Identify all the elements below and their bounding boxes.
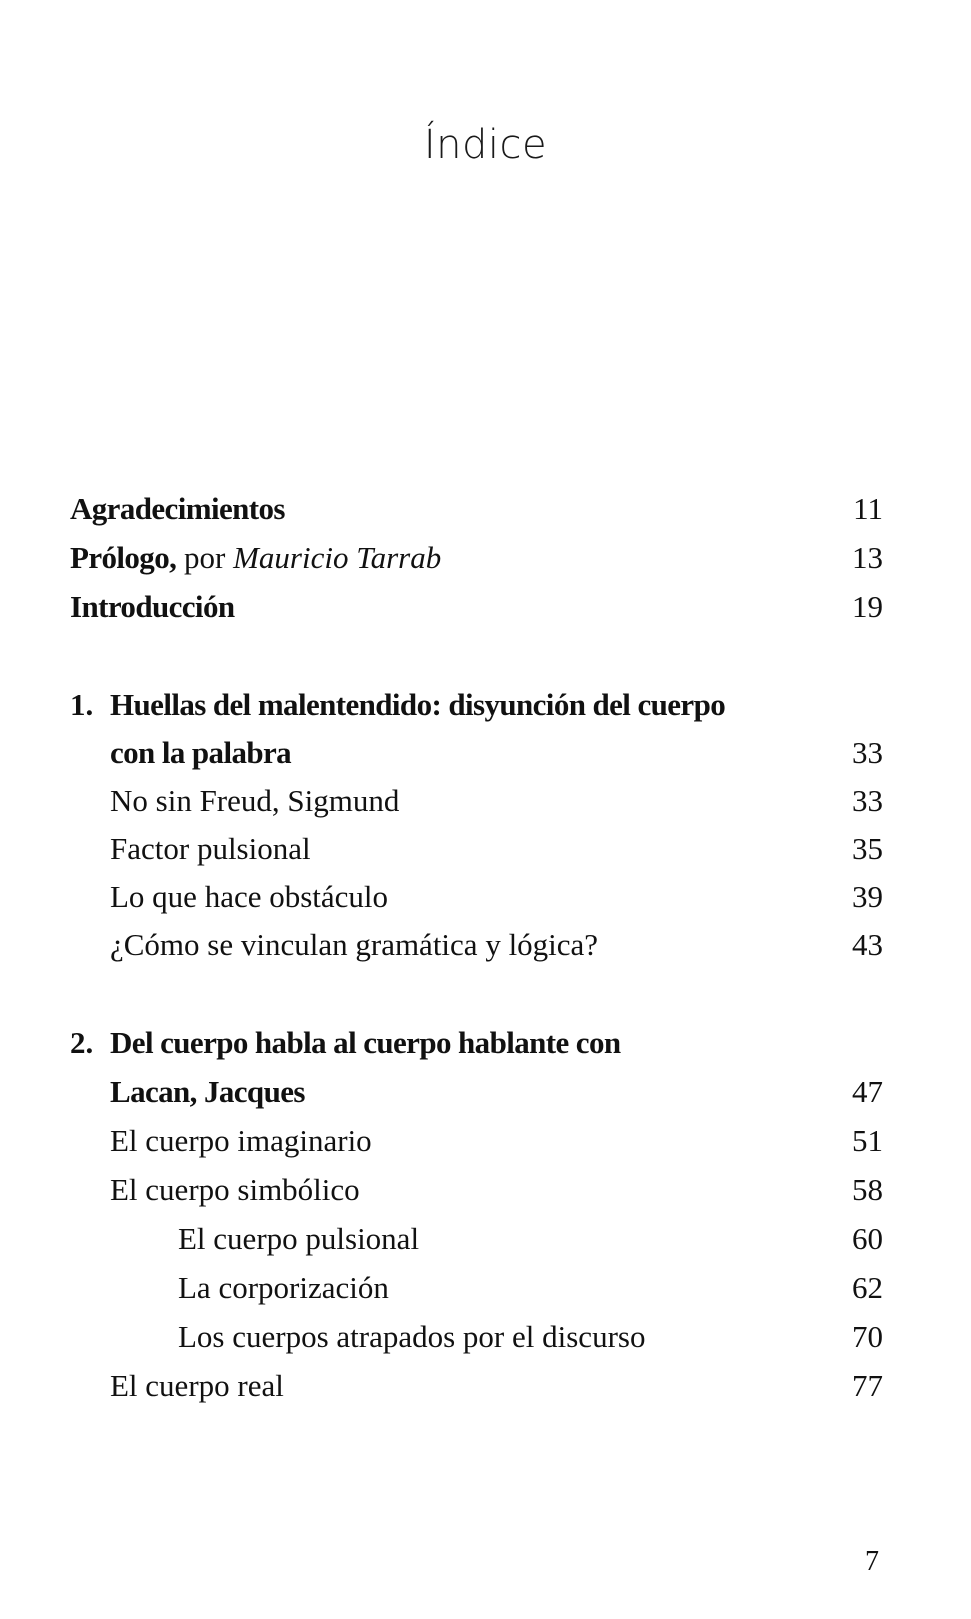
toc-entry-page: 70 (852, 1319, 883, 1354)
toc-entry-title: Prólogo, (70, 540, 177, 575)
toc-entry-author: Mauricio Tarrab (233, 540, 442, 575)
toc-section-title: ¿Cómo se vinculan gramática y lógica? (110, 927, 599, 962)
toc-entry-title-group (70, 536, 441, 580)
page-number: 7 (865, 1546, 879, 1577)
toc-section (0, 923, 971, 967)
toc-entry-title: Agradecimientos (70, 491, 285, 526)
toc-entry-by: por (176, 540, 234, 575)
toc-subsection (0, 1315, 971, 1359)
toc-entry-page: 77 (852, 1368, 883, 1403)
toc-entry-page: 51 (852, 1123, 883, 1158)
toc-entry-page: 58 (852, 1172, 883, 1207)
toc-entry-page: 33 (852, 735, 883, 770)
toc-entry-agradecimientos (0, 487, 971, 531)
toc-section-title: El cuerpo real (110, 1368, 284, 1403)
toc-section (0, 827, 971, 871)
toc-section (0, 1364, 971, 1408)
toc-section-title: El cuerpo simbólico (110, 1172, 360, 1207)
toc-section (0, 1119, 971, 1163)
toc-entry-prologo (0, 536, 971, 580)
toc-section-title: Factor pulsional (110, 831, 311, 866)
toc-section-title: Lo que hace obstáculo (110, 879, 389, 914)
chapter-number: 2. (70, 1025, 94, 1060)
toc-entry-page: 35 (852, 831, 883, 866)
toc-section (0, 875, 971, 919)
toc-chapter-1-heading (0, 683, 971, 727)
toc-chapter-2-heading (0, 1021, 971, 1065)
page-title: Índice (423, 122, 548, 168)
toc-entry-page: 47 (852, 1074, 883, 1109)
chapter-title-line2: Lacan, Jacques (110, 1074, 305, 1109)
toc-subsection-title: Los cuerpos atrapados por el discurso (178, 1319, 646, 1354)
toc-entry-page: 33 (852, 783, 883, 818)
toc-entry-page: 19 (852, 589, 883, 624)
chapter-title-line1: Del cuerpo habla al cuerpo hablante con (110, 1025, 621, 1060)
toc-section-title: No sin Freud, Sigmund (110, 783, 400, 818)
toc-section-title: El cuerpo imaginario (110, 1123, 372, 1158)
toc-entry-page: 60 (852, 1221, 883, 1256)
toc-entry-page: 43 (852, 927, 883, 962)
toc-chapter-1-heading-cont (0, 731, 971, 775)
toc-entry-page: 62 (852, 1270, 883, 1305)
toc-subsection (0, 1266, 971, 1310)
toc-subsection-title: El cuerpo pulsional (178, 1221, 420, 1256)
chapter-number: 1. (70, 687, 94, 722)
toc-entry-introduccion (0, 585, 971, 629)
toc-subsection-title: La corporización (178, 1270, 389, 1305)
chapter-title-line2: con la palabra (110, 735, 292, 770)
toc-chapter-2-heading-cont (0, 1070, 971, 1114)
chapter-title-line1: Huellas del malentendido: disyunción del cuerpo (110, 687, 726, 722)
toc-entry-title: Introducción (70, 589, 235, 624)
toc-entry-page: 39 (852, 879, 883, 914)
toc-entry-page: 11 (853, 491, 883, 526)
toc-subsection (0, 1217, 971, 1261)
toc-section (0, 1168, 971, 1212)
toc-entry-page: 13 (852, 540, 883, 575)
toc-section (0, 779, 971, 823)
